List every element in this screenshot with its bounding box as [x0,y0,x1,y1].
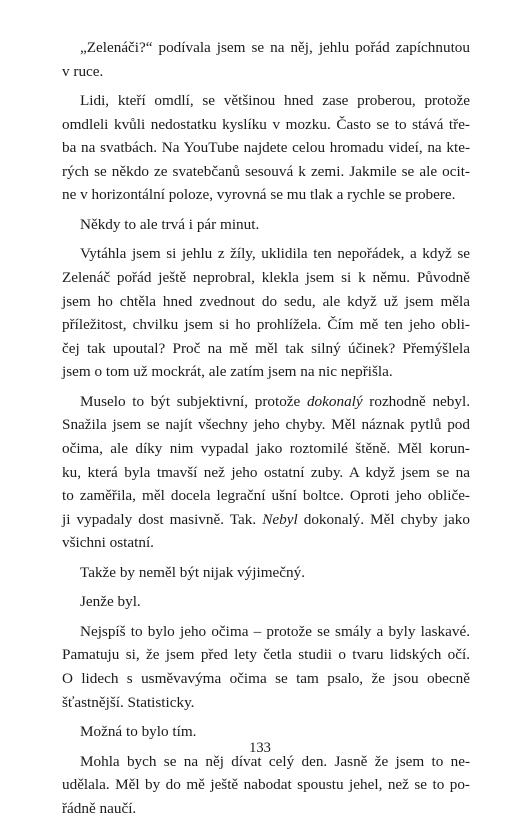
text-line: Možná to bylo tím. [80,723,197,741]
paragraph [62,620,470,714]
text-line: Snažila jsem se najít všechny jeho chyby. Měl náznak pytlů pod [62,416,470,434]
text-line: rých se někdo ze svatebčanů sesouvá k zemi. Jakmile se ale ocit- [62,162,470,180]
text-line: příležitost, chvilku jsem si ho prohlížela. Čím mě ten jeho obli- [62,316,470,334]
text-line: v ruce. [62,62,104,80]
paragraph [62,561,470,585]
text-line: očima, ale díky nim vypadal jako roztomilé štěně. Měl korun- [62,440,470,458]
text-line [62,390,470,414]
text-run: ji vypadaly dost masivně. Tak. [62,510,263,528]
text-line: „Zelenáči?“ podívala jsem se na něj, jehlu pořád zapíchnutou [80,39,470,56]
emphasized-word: Nebyl [262,510,298,528]
body-text [62,36,470,826]
text-run: dokonalý. Měl chyby jako [297,510,470,528]
paragraph [62,89,470,207]
text-line: omdleli kvůli nedostatku kyslíku v mozku. Často se to stává tře- [62,115,470,133]
paragraph [62,213,470,237]
text-line: všichni ostatní. [62,534,154,552]
text-run: Muselo to být subjektivní, protože [80,392,307,410]
paragraph [62,242,470,384]
paragraph [62,390,470,555]
text-line: Takže by neměl být nijak výjimečný. [80,563,305,581]
page-number: 133 [249,740,271,756]
text-line: ne v horizontální poloze, vyrovná se mu tlak a rychle se probere. [62,186,456,204]
text-line: jsem ho chtěla hned zvednout do sedu, ale když už jsem měla [62,292,470,310]
text-line: Vytáhla jsem si jehlu z žíly, uklidila ten nepořádek, a když se [80,245,470,263]
paragraph [62,750,470,821]
text-line: O lidech s usměvavýma očima se tam psalo, že jsou obecně [62,670,470,688]
text-line: Lidi, kteří omdlí, se většinou hned zase proberou, protože [80,92,470,110]
text-line: Jenže byl. [80,593,141,611]
text-line: Zelenáč pořád ještě neprobral, klekla jsem si k němu. Původně [62,269,470,287]
paragraph [62,590,470,614]
text-line: jsem o tom už mockrát, ale zatím jsem na nic nepřišla. [62,363,393,381]
text-line: šťastnější. Statisticky. [62,693,195,711]
text-line: Mohla bych se na něj dívat celý den. Jasně že jsem to ne- [80,752,470,770]
text-line: řádně naučí. [62,799,137,817]
text-line [62,508,470,532]
text-line: to zaměřila, měl docela legrační ušní boltce. Oproti jeho obliče- [62,487,470,505]
paragraph [62,36,470,83]
text-line: ba na svatbách. Na YouTube najdete celou hromadu videí, na kte- [62,139,470,157]
text-line: ku, která byla tmavší než jeho ostatní zuby. A když jsem se na [62,463,470,481]
text-line: čej tak upoutal? Proč na mě měl tak silný účinek? Přemýšlela [62,339,470,357]
text-line: Pamatuju si, že jsem před lety četla studii o tvaru lidských očí. [62,646,470,664]
emphasized-word: dokonalý [306,392,363,410]
text-line: udělala. Měl by do mě ještě nabodat spoustu jehel, než se to po- [62,776,470,794]
text-run: rozhodně nebyl. [362,392,471,410]
text-line: Někdy to ale trvá i pár minut. [80,215,260,233]
text-line: Nejspíš to bylo jeho očima – protože se smály a byly laskavé. [80,622,470,640]
